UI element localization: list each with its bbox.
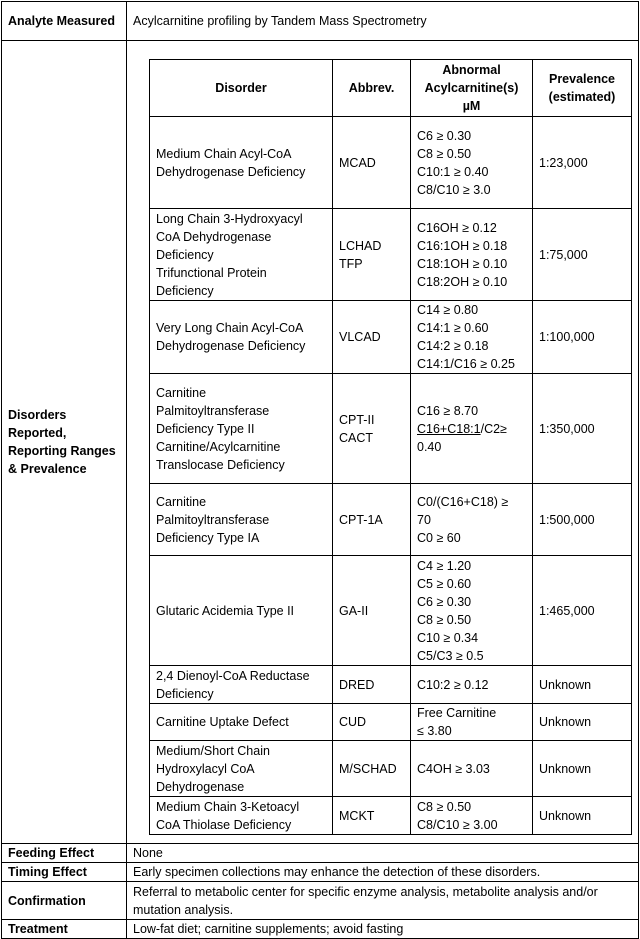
table-row xyxy=(150,117,632,209)
disorder-cell xyxy=(150,374,333,484)
table-row xyxy=(150,209,632,301)
table-row xyxy=(150,484,632,556)
disorder-cell xyxy=(150,556,333,666)
timing-value: Early specimen collections may enhance the detection of these disorders. xyxy=(127,863,639,882)
abbrev-cell xyxy=(333,117,411,209)
disorder-line: Long Chain 3-Hydroxyacyl xyxy=(156,211,303,226)
prevalence-cell: 1:100,000 xyxy=(533,301,632,374)
disorder-line: Dehydrogenase Deficiency xyxy=(156,164,306,179)
acylcarnitine-line: C4 ≥ 1.20 xyxy=(417,558,472,573)
disorder-line: Palmitoyltransferase xyxy=(156,512,270,527)
acylcarnitine-cell xyxy=(411,556,533,666)
disorder-cell xyxy=(150,797,333,835)
disorder-line: CoA Thiolase Deficiency xyxy=(156,817,292,832)
treatment-row xyxy=(2,920,639,939)
confirmation-label: Confirmation xyxy=(2,882,127,920)
disorder-line: Trifunctional Protein xyxy=(156,265,267,280)
abbrev-cell xyxy=(333,484,411,556)
analyte-row xyxy=(2,2,639,41)
acylcarnitine-line: ≤ 3.80 xyxy=(417,724,452,738)
acylcarnitine-line: C14:1 ≥ 0.60 xyxy=(417,321,489,335)
acylcarnitine-cell xyxy=(411,374,533,484)
disorder-line: Carnitine xyxy=(156,385,207,400)
acylcarnitine-line: 70 xyxy=(417,512,431,527)
disorder-line: Carnitine Uptake Defect xyxy=(156,715,289,729)
table-row xyxy=(150,301,632,374)
acylcarnitine-line: C0 ≥ 60 xyxy=(417,530,461,545)
disorders-cell xyxy=(127,41,639,844)
feeding-row xyxy=(2,844,639,863)
disorder-line: Dehydrogenase xyxy=(156,779,245,794)
prevalence-cell: Unknown xyxy=(533,704,632,741)
disorder-cell xyxy=(150,117,333,209)
prevalence-cell: 1:23,000 xyxy=(533,117,632,209)
prevalence-cell: Unknown xyxy=(533,666,632,704)
acylcarnitine-cell xyxy=(411,209,533,301)
disorder-line: Medium Chain Acyl-CoA xyxy=(156,146,292,161)
prevalence-cell: 1:465,000 xyxy=(533,556,632,666)
abbrev-cell xyxy=(333,797,411,835)
acylcarnitine-line: C16OH ≥ 0.12 xyxy=(417,220,497,235)
acylcarnitine-cell xyxy=(411,117,533,209)
prevalence-cell: 1:500,000 xyxy=(533,484,632,556)
acylcarnitine-line: C6 ≥ 0.30 xyxy=(417,128,472,143)
disorder-line: Palmitoyltransferase xyxy=(156,403,270,418)
acylcarnitine-line: C0/(C16+C18) ≥ xyxy=(417,494,509,509)
abbrev-cell xyxy=(333,741,411,797)
abbrev-line: CPT-II xyxy=(339,412,375,427)
timing-row xyxy=(2,863,639,882)
disorder-line: CoA Dehydrogenase xyxy=(156,229,272,244)
acylcarnitine-line: C16 ≥ 8.70 xyxy=(417,403,479,418)
feeding-label: Feeding Effect xyxy=(2,844,127,863)
abbrev-cell xyxy=(333,374,411,484)
disorders-header-row xyxy=(150,60,632,117)
acylcarnitine-line: C14:1/C16 ≥ 0.25 xyxy=(417,357,515,371)
disorder-line: Deficiency xyxy=(156,247,214,262)
prevalence-cell: Unknown xyxy=(533,797,632,835)
disorder-cell xyxy=(150,301,333,374)
table-row xyxy=(150,741,632,797)
header-abnormal: Abnormal Acylcarnitine(s) µM xyxy=(411,60,533,117)
acylcarnitine-line: C16+C18:1/C2≥ xyxy=(417,421,507,436)
treatment-value: Low-fat diet; carnitine supplements; avoid fasting xyxy=(127,920,639,939)
analyte-label: Analyte Measured xyxy=(2,2,127,41)
acylcarnitine-line: C10:1 ≥ 0.40 xyxy=(417,164,489,179)
analyte-value: Acylcarnitine profiling by Tandem Mass Spectrometry xyxy=(127,2,639,41)
acylcarnitine-cell xyxy=(411,484,533,556)
disorders-body xyxy=(150,117,632,835)
acylcarnitine-cell xyxy=(411,741,533,797)
abbrev-line: DRED xyxy=(339,677,375,692)
abbrev-line: CUD xyxy=(339,715,367,729)
header-abbrev: Abbrev. xyxy=(333,60,411,117)
abbrev-line: MCKT xyxy=(339,808,375,823)
abbrev-cell xyxy=(333,704,411,741)
disorder-line: Hydroxylacyl CoA xyxy=(156,761,255,776)
abbrev-line: VLCAD xyxy=(339,330,381,344)
acylcarnitine-line: Free Carnitine xyxy=(417,706,497,720)
table-row xyxy=(150,374,632,484)
disorder-line: Carnitine xyxy=(156,494,207,509)
disorder-line: 2,4 Dienoyl-CoA Reductase xyxy=(156,668,310,683)
acylcarnitine-line: C4OH ≥ 3.03 xyxy=(417,761,490,776)
confirmation-value: Referral to metabolic center for specific enzyme analysis, metabolite analysis and/or mutation analysis. xyxy=(127,882,639,920)
disorder-line: Dehydrogenase Deficiency xyxy=(156,339,306,353)
disorder-line: Medium Chain 3-Ketoacyl xyxy=(156,799,300,814)
disorders-table xyxy=(149,59,632,835)
disorder-cell xyxy=(150,209,333,301)
abbrev-line: LCHAD xyxy=(339,238,382,253)
acylcarnitine-cell xyxy=(411,704,533,741)
header-disorder: Disorder xyxy=(150,60,333,117)
acylcarnitine-cell xyxy=(411,301,533,374)
acylcarnitine-line: C8 ≥ 0.50 xyxy=(417,799,472,814)
disorder-cell xyxy=(150,741,333,797)
abbrev-cell xyxy=(333,556,411,666)
table-row xyxy=(150,704,632,741)
confirmation-row xyxy=(2,882,639,920)
acylcarnitine-line: C8 ≥ 0.50 xyxy=(417,146,472,161)
disorder-line: Deficiency Type IA xyxy=(156,530,260,545)
abbrev-cell xyxy=(333,666,411,704)
acylcarnitine-line: C8/C10 ≥ 3.00 xyxy=(417,817,498,832)
disorder-line: Deficiency Type II xyxy=(156,421,255,436)
disorder-line: Medium/Short Chain xyxy=(156,743,270,758)
abbrev-line: CACT xyxy=(339,430,374,445)
acylcarnitine-line: C14:2 ≥ 0.18 xyxy=(417,339,489,353)
disorder-cell xyxy=(150,666,333,704)
prevalence-cell: Unknown xyxy=(533,741,632,797)
feeding-value: None xyxy=(127,844,639,863)
table-row xyxy=(150,556,632,666)
prevalence-cell: 1:75,000 xyxy=(533,209,632,301)
disorder-cell xyxy=(150,484,333,556)
abbrev-line: MCAD xyxy=(339,155,376,170)
acylcarnitine-line: C5 ≥ 0.60 xyxy=(417,576,472,591)
abbrev-line: TFP xyxy=(339,256,363,271)
disorders-label: Disorders Reported, Reporting Ranges & Prevalence xyxy=(2,41,127,844)
disorder-line: Translocase Deficiency xyxy=(156,457,285,472)
report-table xyxy=(1,1,639,939)
table-row xyxy=(150,666,632,704)
acylcarnitine-line: C6 ≥ 0.30 xyxy=(417,594,472,609)
acylcarnitine-line: C10:2 ≥ 0.12 xyxy=(417,677,489,692)
acylcarnitine-line: C10 ≥ 0.34 xyxy=(417,630,479,645)
acylcarnitine-cell xyxy=(411,666,533,704)
abbrev-line: M/SCHAD xyxy=(339,761,397,776)
acylcarnitine-line: C5/C3 ≥ 0.5 xyxy=(417,648,484,663)
acylcarnitine-line: C14 ≥ 0.80 xyxy=(417,303,479,317)
acylcarnitine-line: 0.40 xyxy=(417,439,442,454)
abbrev-cell xyxy=(333,301,411,374)
disorders-row xyxy=(2,41,639,844)
acylcarnitine-line: C8 ≥ 0.50 xyxy=(417,612,472,627)
disorder-line: Deficiency xyxy=(156,283,214,298)
acylcarnitine-line: C18:1OH ≥ 0.10 xyxy=(417,256,508,271)
abbrev-line: GA-II xyxy=(339,603,369,618)
disorder-line: Deficiency xyxy=(156,686,214,701)
disorder-cell xyxy=(150,704,333,741)
table-row xyxy=(150,797,632,835)
abbrev-line: CPT-1A xyxy=(339,512,383,527)
header-prevalence: Prevalence (estimated) xyxy=(533,60,632,117)
disorder-line: Glutaric Acidemia Type II xyxy=(156,603,295,618)
acylcarnitine-line: C18:2OH ≥ 0.10 xyxy=(417,274,508,289)
treatment-label: Treatment xyxy=(2,920,127,939)
acylcarnitine-cell xyxy=(411,797,533,835)
acylcarnitine-line: C16:1OH ≥ 0.18 xyxy=(417,238,508,253)
timing-label: Timing Effect xyxy=(2,863,127,882)
acylcarnitine-line: C8/C10 ≥ 3.0 xyxy=(417,182,491,197)
disorder-line: Very Long Chain Acyl-CoA xyxy=(156,321,304,335)
prevalence-cell: 1:350,000 xyxy=(533,374,632,484)
disorder-line: Carnitine/Acylcarnitine xyxy=(156,439,281,454)
abbrev-cell xyxy=(333,209,411,301)
